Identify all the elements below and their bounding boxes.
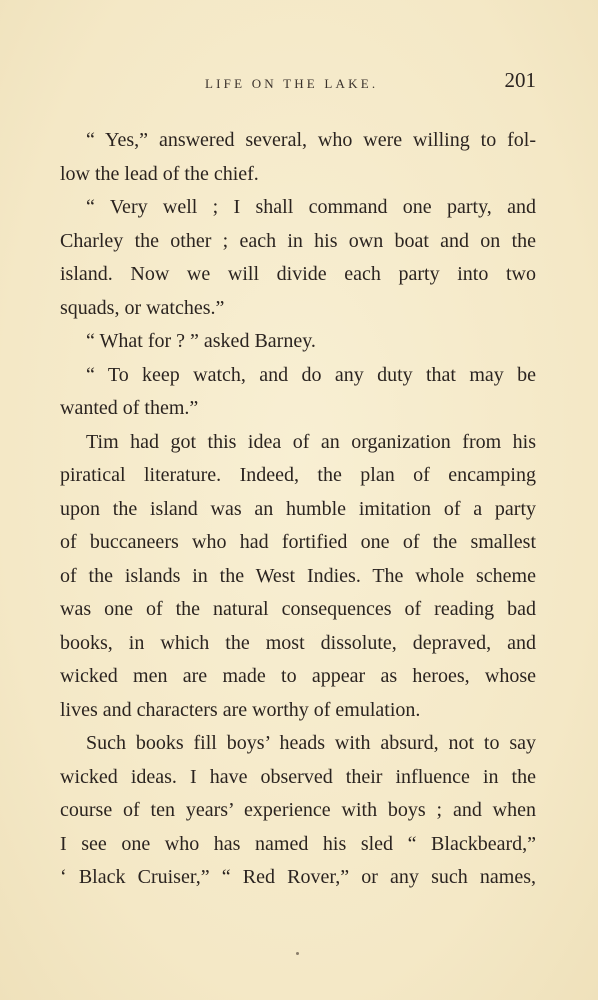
text-line: ‘ Black Cruiser,” “ Red Rover,” or any such names, — [60, 866, 536, 888]
text-line: wicked men are made to appear as heroes, whose — [60, 665, 536, 687]
text-line: Tim had got this idea of an organization from his — [86, 430, 536, 453]
text-line: island. Now we will divide each party into two — [60, 263, 536, 285]
text-line: lives and characters are worthy of emulation. — [60, 698, 421, 721]
text-line: “ Very well ; I shall command one party, and — [86, 196, 536, 218]
text-line: wicked ideas. I have observed their influence in the — [60, 765, 536, 788]
text-line: of buccaneers who had fortified one of the smallest — [60, 531, 536, 553]
text-line: Charley the other ; each in his own boat and on the — [60, 229, 536, 252]
ink-speck — [296, 952, 299, 955]
text-line: wanted of them.” — [60, 397, 199, 419]
text-line: Such books fill boys’ heads with absurd, not to say — [86, 732, 536, 754]
page-header — [60, 68, 536, 98]
text-line: “ To keep watch, and do any duty that may be — [86, 363, 536, 386]
text-line: piratical literature. Indeed, the plan of encamping — [60, 464, 536, 486]
text-line: “ Yes,” answered several, who were willing to fol- — [86, 129, 536, 151]
page-number: 201 — [504, 68, 536, 92]
text-line: I see one who has named his sled “ Blackbeard,” — [60, 832, 536, 855]
running-head: LIFE ON THE LAKE. — [205, 76, 379, 91]
text-line: low the lead of the chief. — [60, 162, 259, 185]
text-line: of the islands in the West Indies. The whole scheme — [60, 564, 536, 587]
text-line: course of ten years’ experience with boys ; and when — [60, 799, 536, 821]
text-line: squads, or watches.” — [60, 296, 225, 319]
text-line: was one of the natural consequences of reading bad — [60, 598, 536, 620]
body-text — [60, 124, 536, 895]
text-line: books, in which the most dissolute, depraved, and — [60, 631, 536, 654]
text-line: “ What for ? ” asked Barney. — [86, 330, 316, 352]
text-line: upon the island was an humble imitation of a party — [60, 497, 536, 520]
